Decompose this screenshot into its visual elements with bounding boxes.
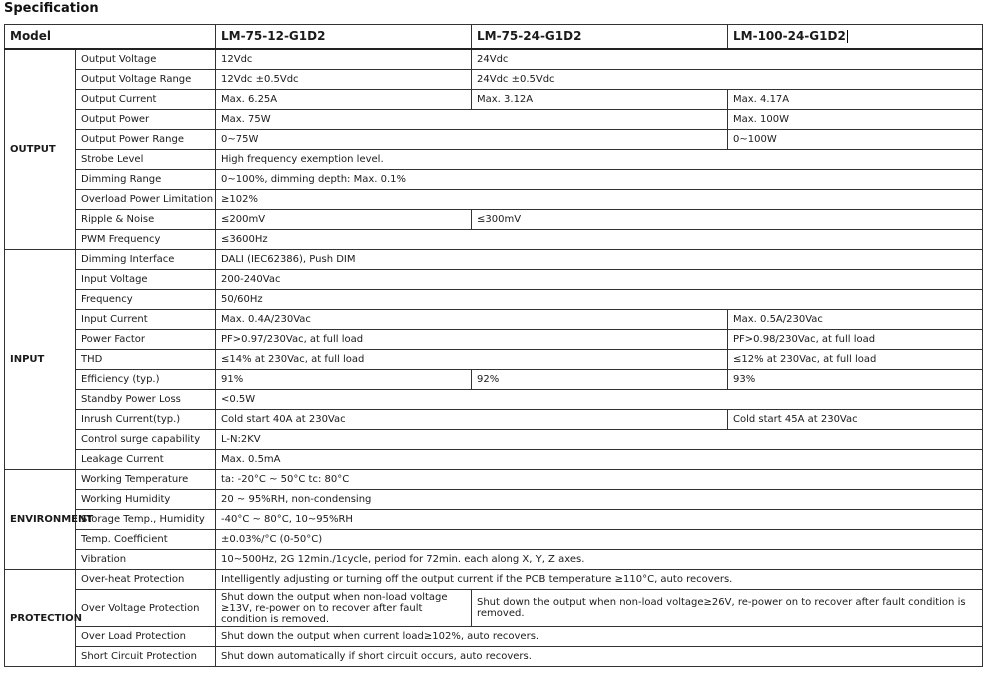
row-label: Ripple & Noise bbox=[76, 210, 216, 230]
group-label-environment: ENVIRONMENT bbox=[5, 470, 76, 570]
page-title: Specification bbox=[4, 1, 99, 16]
cell-value: ≤14% at 230Vac, at full load bbox=[216, 350, 728, 370]
table-row bbox=[5, 210, 983, 230]
cell-value: Max. 100W bbox=[728, 110, 983, 130]
cell-value: 10~500Hz, 2G 12min./1cycle, period for 72min. each along X, Y, Z axes. bbox=[216, 550, 983, 570]
row-label: Short Circuit Protection bbox=[76, 647, 216, 667]
model-label: Model bbox=[5, 25, 216, 50]
cell-value: PF>0.98/230Vac, at full load bbox=[728, 330, 983, 350]
table-row bbox=[5, 370, 983, 390]
row-label: Over Load Protection bbox=[76, 627, 216, 647]
table-row bbox=[5, 627, 983, 647]
table-row bbox=[5, 450, 983, 470]
cell-value: ≤12% at 230Vac, at full load bbox=[728, 350, 983, 370]
table-row bbox=[5, 270, 983, 290]
row-label: Output Power Range bbox=[76, 130, 216, 150]
row-label: PWM Frequency bbox=[76, 230, 216, 250]
table-row bbox=[5, 647, 983, 667]
table-row bbox=[5, 130, 983, 150]
table-header-row bbox=[5, 25, 983, 50]
table-row bbox=[5, 110, 983, 130]
table-row bbox=[5, 150, 983, 170]
cell-value: 0~100%, dimming depth: Max. 0.1% bbox=[216, 170, 983, 190]
row-label: Power Factor bbox=[76, 330, 216, 350]
row-label: Working Humidity bbox=[76, 490, 216, 510]
cell-value: ≤200mV bbox=[216, 210, 472, 230]
row-label: Inrush Current(typ.) bbox=[76, 410, 216, 430]
row-label: Strobe Level bbox=[76, 150, 216, 170]
cell-value: High frequency exemption level. bbox=[216, 150, 983, 170]
cell-value: PF>0.97/230Vac, at full load bbox=[216, 330, 728, 350]
cell-value: Max. 0.4A/230Vac bbox=[216, 310, 728, 330]
specification-table bbox=[4, 24, 983, 667]
cell-value: -40°C ~ 80°C, 10~95%RH bbox=[216, 510, 983, 530]
cell-value: L-N:2KV bbox=[216, 430, 983, 450]
row-label: THD bbox=[76, 350, 216, 370]
table-row bbox=[5, 49, 983, 70]
cell-value: Cold start 45A at 230Vac bbox=[728, 410, 983, 430]
row-label: Standby Power Loss bbox=[76, 390, 216, 410]
cell-value: Max. 0.5mA bbox=[216, 450, 983, 470]
table-row bbox=[5, 410, 983, 430]
table-row bbox=[5, 350, 983, 370]
row-label: Output Power bbox=[76, 110, 216, 130]
group-label-input: INPUT bbox=[5, 250, 76, 470]
text-cursor bbox=[847, 30, 848, 43]
cell-value: ≤3600Hz bbox=[216, 230, 983, 250]
cell-value: ≥102% bbox=[216, 190, 983, 210]
cell-value: ta: -20°C ~ 50°C tc: 80°C bbox=[216, 470, 983, 490]
row-label: Efficiency (typ.) bbox=[76, 370, 216, 390]
cell-value: Shut down the output when current load≥102%, auto recovers. bbox=[216, 627, 983, 647]
table-row bbox=[5, 310, 983, 330]
cell-value: Intelligently adjusting or turning off the output current if the PCB temperature ≥110°C, auto recovers. bbox=[216, 570, 983, 590]
cell-value: Max. 4.17A bbox=[728, 90, 983, 110]
table-row bbox=[5, 70, 983, 90]
row-label: Output Current bbox=[76, 90, 216, 110]
cell-value: ≤300mV bbox=[472, 210, 983, 230]
model-name: LM-75-24-G1D2 bbox=[472, 25, 728, 50]
row-label: Output Voltage Range bbox=[76, 70, 216, 90]
row-label: Working Temperature bbox=[76, 470, 216, 490]
group-label-protection: PROTECTION bbox=[5, 570, 76, 667]
cell-value: DALI (IEC62386), Push DIM bbox=[216, 250, 983, 270]
table-row bbox=[5, 570, 983, 590]
cell-value: Max. 3.12A bbox=[472, 90, 728, 110]
row-label: Dimming Interface bbox=[76, 250, 216, 270]
cell-value: 20 ~ 95%RH, non-condensing bbox=[216, 490, 983, 510]
cell-value: 0~100W bbox=[728, 130, 983, 150]
cell-value: 12Vdc ±0.5Vdc bbox=[216, 70, 472, 90]
table-row bbox=[5, 190, 983, 210]
table-row bbox=[5, 510, 983, 530]
cell-value: 200-240Vac bbox=[216, 270, 983, 290]
cell-value: 50/60Hz bbox=[216, 290, 983, 310]
table-row bbox=[5, 330, 983, 350]
row-label: Temp. Coefficient bbox=[76, 530, 216, 550]
row-label: Frequency bbox=[76, 290, 216, 310]
table-row bbox=[5, 430, 983, 450]
cell-value: 92% bbox=[472, 370, 728, 390]
table-row bbox=[5, 230, 983, 250]
model-name[interactable]: LM-100-24-G1D2 bbox=[728, 25, 983, 50]
cell-value: 12Vdc bbox=[216, 49, 472, 70]
row-label: Storage Temp., Humidity bbox=[76, 510, 216, 530]
row-label: Vibration bbox=[76, 550, 216, 570]
cell-value: Shut down automatically if short circuit occurs, auto recovers. bbox=[216, 647, 983, 667]
table-row bbox=[5, 530, 983, 550]
cell-value: Max. 6.25A bbox=[216, 90, 472, 110]
row-label: Dimming Range bbox=[76, 170, 216, 190]
cell-value: 0~75W bbox=[216, 130, 728, 150]
cell-value: Shut down the output when non-load voltage≥26V, re-power on to recover after fault condition is removed. bbox=[472, 590, 983, 627]
table-row bbox=[5, 390, 983, 410]
table-row bbox=[5, 90, 983, 110]
table-row bbox=[5, 170, 983, 190]
cell-value: Max. 0.5A/230Vac bbox=[728, 310, 983, 330]
row-label: Overload Power Limitation bbox=[76, 190, 216, 210]
row-label: Control surge capability bbox=[76, 430, 216, 450]
row-label: Over Voltage Protection bbox=[76, 590, 216, 627]
cell-value: 24Vdc bbox=[472, 49, 983, 70]
row-label: Over-heat Protection bbox=[76, 570, 216, 590]
table-row bbox=[5, 290, 983, 310]
table-row bbox=[5, 590, 983, 627]
table-row bbox=[5, 470, 983, 490]
cell-value: 93% bbox=[728, 370, 983, 390]
cell-value: ±0.03%/°C (0-50°C) bbox=[216, 530, 983, 550]
table-row bbox=[5, 490, 983, 510]
group-label-output: OUTPUT bbox=[5, 49, 76, 250]
cell-value: 91% bbox=[216, 370, 472, 390]
row-label: Leakage Current bbox=[76, 450, 216, 470]
cell-value: Shut down the output when non-load voltage ≥13V, re-power on to recover after fault condition is removed. bbox=[216, 590, 472, 627]
cell-value: <0.5W bbox=[216, 390, 983, 410]
row-label: Input Current bbox=[76, 310, 216, 330]
cell-value: Max. 75W bbox=[216, 110, 728, 130]
cell-value: Cold start 40A at 230Vac bbox=[216, 410, 728, 430]
row-label: Input Voltage bbox=[76, 270, 216, 290]
model-name: LM-75-12-G1D2 bbox=[216, 25, 472, 50]
row-label: Output Voltage bbox=[76, 49, 216, 70]
cell-value: 24Vdc ±0.5Vdc bbox=[472, 70, 983, 90]
table-row bbox=[5, 250, 983, 270]
table-row bbox=[5, 550, 983, 570]
